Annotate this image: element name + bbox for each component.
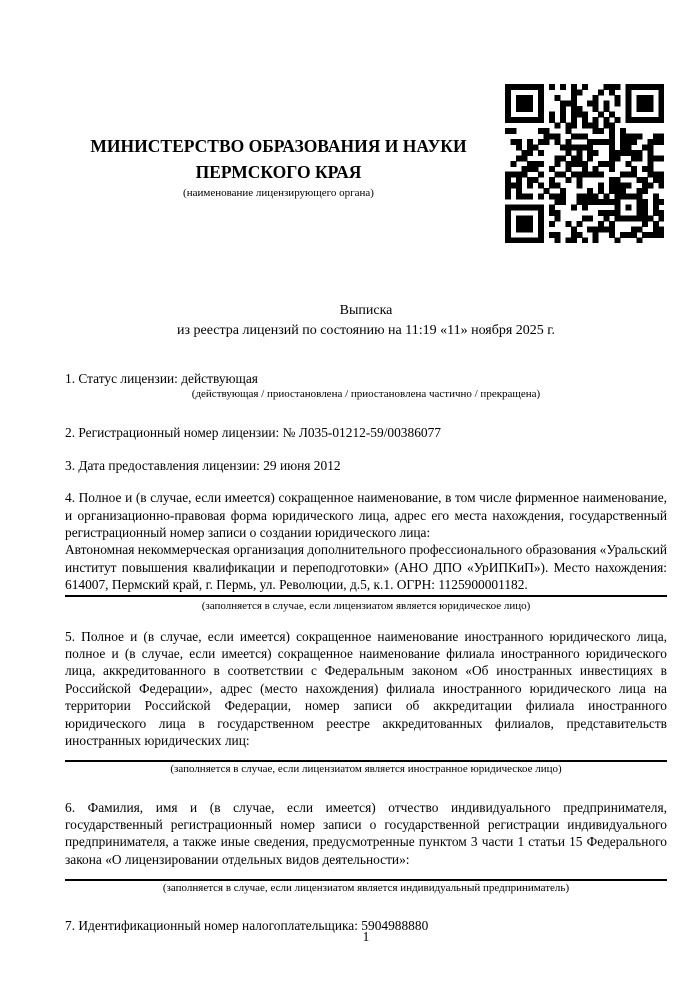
license-status-field: 1. Статус лицензии: действующая [65, 371, 258, 386]
foreign-entity-field: 5. Полное и (в случае, если имеется) сокращенное наименование иностранного юридического лица, полное и (в случае, если имеется) сокращенное наименование филиала иностранного юридического лица, аккредитованного в соответствии с Федеральным законом «Об иностранных инвестициях в Российской Федерации», адрес (место нахождения) филиала иностранного юридического лица на территории Российской Федерации, номер записи об аккредитации филиала иностранного юридического лица в государственном реестре аккредитованных филиалов, представительств иностранных юридических лиц: [65, 628, 667, 749]
legal-entity-text: 4. Полное и (в случае, если имеется) сокращенное наименование, в том числе фирменное наименование, и организационно-правовая форма юридического лица, адрес его места нахождения, государственный регистрационный номер записи о создании юридического лица: [65, 490, 667, 541]
inn-field: 7. Идентификационный номер налогоплательщика: 5904988880 [65, 918, 429, 934]
entrepreneur-caption: (заполняется в случае, если лицензиатом является индивидуальный предприниматель) [162, 882, 570, 895]
ministry-caption: (наименование лицензирующего органа) [183, 187, 374, 199]
ministry-name-line1: МИНИСТЕРСТВО ОБРАЗОВАНИЯ И НАУКИ [90, 136, 467, 156]
legal-entity-field [65, 489, 667, 596]
entrepreneur-field: 6. Фамилия, имя и (в случае, если имеется) отчество индивидуального предпринимателя, государственный регистрационный номер записи о государственной регистрации индивидуального предпринимателя, а также иные сведения, предусмотренные пунктом 3 части 1 статьи 15 Федерального закона «О лицензировании отдельных видов деятельности»: [65, 799, 667, 867]
license-number-field: 2. Регистрационный номер лицензии: № Л035-01212-59/00386077 [65, 425, 441, 441]
foreign-entity-caption: (заполняется в случае, если лицензиатом является иностранное юридическое лицо) [170, 762, 562, 775]
legal-entity-value: Автономная некоммерческая организация дополнительного профессионального образования «Уральский институт повышения квалификации и переподготовки» (АНО ДПО «УрИПКиП»). Место нахождения: 614007, Пермский край, г. Пермь, ул. Революции, д.5, к.1. ОГРН: 1125900001182. [65, 542, 667, 593]
page-number: 1 [362, 929, 370, 944]
document-title-line1: Выписка [339, 303, 393, 318]
document-title [65, 301, 667, 341]
document-title-line2: из реестра лицензий по состоянию на 11:19 «11» ноября 2025 г. [177, 323, 555, 338]
legal-entity-caption: (заполняется в случае, если лицензиатом является юридическое лицо) [201, 599, 531, 612]
ministry-name-line2: ПЕРМСКОГО КРАЯ [195, 162, 362, 182]
ministry-header [65, 133, 492, 201]
license-date-field: 3. Дата предоставления лицензии: 29 июня 2012 [65, 457, 341, 473]
license-status-caption: (действующая / приостановлена / приостановлена частично / прекращена) [191, 388, 541, 401]
qr-code [505, 84, 664, 243]
